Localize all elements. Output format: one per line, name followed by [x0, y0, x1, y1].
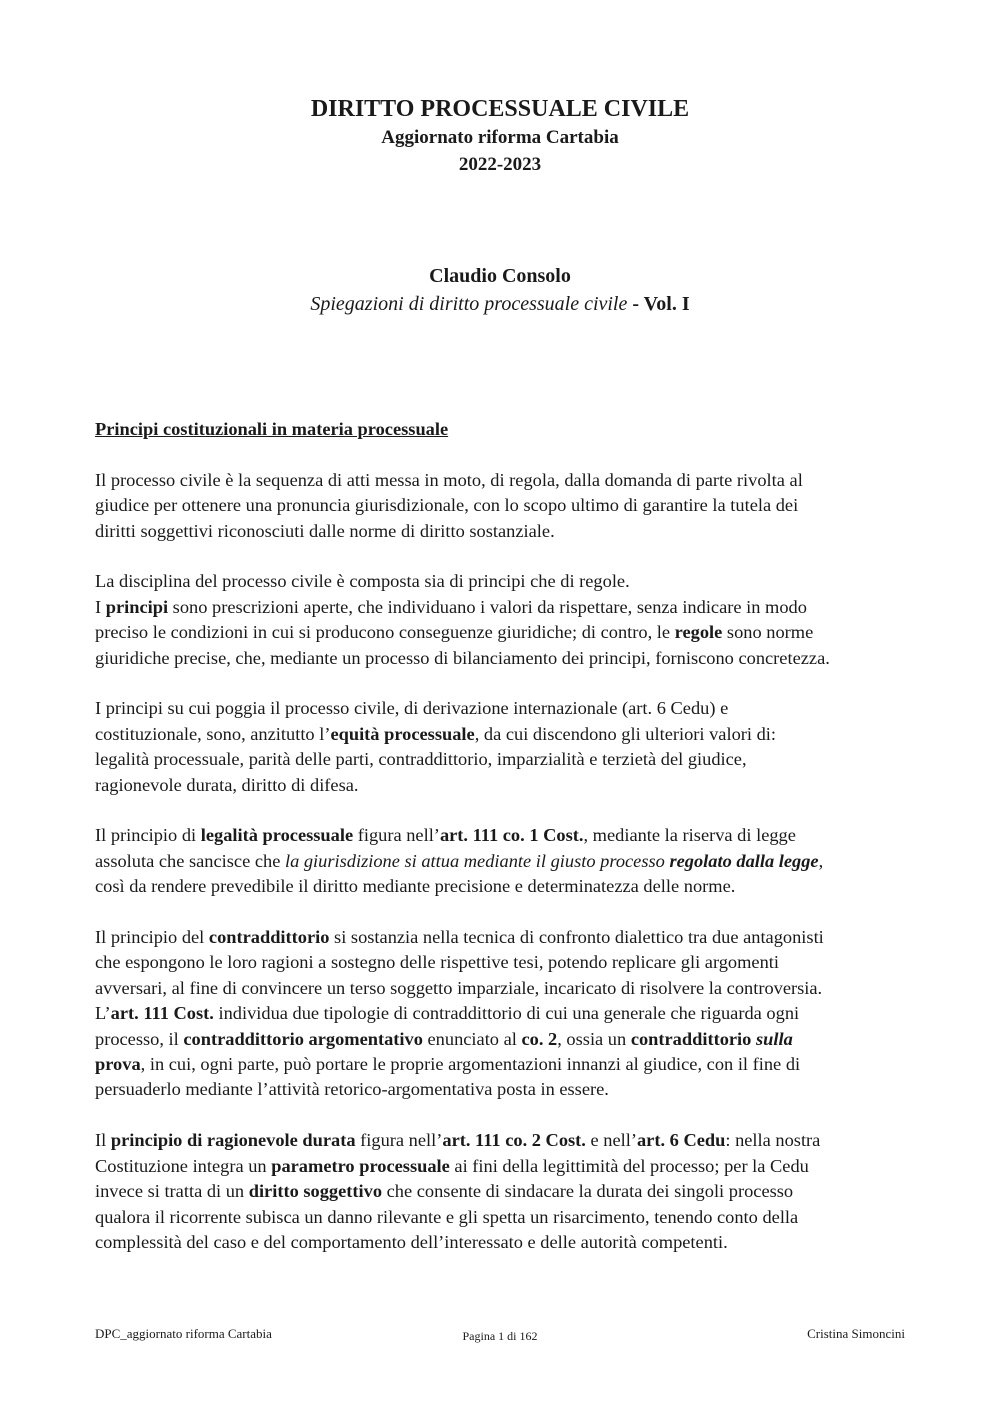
- text-run: enunciato al: [422, 1028, 522, 1049]
- emphasized-text: prova: [95, 1054, 141, 1075]
- paragraph-line: [95, 696, 915, 721]
- text-run: , ossia un: [557, 1028, 631, 1049]
- paragraph-line: [95, 1052, 915, 1077]
- body-paragraph: [95, 1128, 915, 1255]
- paragraph-line: [95, 1027, 915, 1052]
- emphasized-text: principio di ragionevole durata: [110, 1130, 356, 1151]
- text-run: ragionevole durata, diritto di difesa.: [95, 774, 359, 795]
- emphasized-text: equità processuale: [330, 723, 475, 744]
- text-run: sono prescrizioni aperte, che individuano i valori da rispettare, senza indicare in modo: [168, 596, 807, 617]
- paragraph-line: [95, 1128, 915, 1153]
- paragraph-line: [95, 1205, 915, 1230]
- emphasized-text: parametro processuale: [271, 1155, 450, 1176]
- emphasized-text: contraddittorio argomentativo: [183, 1028, 423, 1049]
- text-run: giuridiche precise, che, mediante un processo di bilanciamento dei principi, forniscono concretezza.: [95, 647, 830, 668]
- emphasized-text: contraddittorio: [630, 1028, 752, 1049]
- text-run: : nella nostra: [725, 1130, 821, 1151]
- text-run: che consente di sindacare la durata dei singoli processo: [382, 1181, 794, 1202]
- book-title: Spiegazioni di diritto processuale civile: [310, 293, 628, 315]
- book-reference: [0, 290, 1000, 318]
- emphasized-text: legalità processuale: [200, 825, 354, 846]
- text-run: costituzionale, sono, anzitutto l’: [95, 723, 331, 744]
- text-run: , in cui, ogni parte, può portare le proprie argomentazioni innanzi al giudice, con il fine di: [140, 1054, 801, 1075]
- text-run: Il processo civile è la sequenza di atti messa in moto, di regola, dalla domanda di parte rivolta al: [95, 469, 803, 490]
- paragraph-line: [95, 925, 915, 950]
- emphasized-text: co. 2: [521, 1028, 558, 1049]
- text-run: sono norme: [722, 622, 814, 643]
- body-paragraph: [95, 468, 915, 544]
- section-heading: Principi costituzionali in materia processuale: [95, 419, 449, 439]
- body-paragraph: [95, 823, 915, 899]
- text-run: , mediante la riserva di legge: [583, 825, 796, 846]
- text-run: preciso le condizioni in cui si producono conseguenze giuridiche; di contro, le: [95, 622, 675, 643]
- text-run: , da cui discendono gli ulteriori valori di:: [474, 723, 777, 744]
- text-run: Il: [95, 1130, 111, 1151]
- paragraph-line: [95, 823, 915, 848]
- paragraph-line: [95, 1001, 915, 1026]
- text-run: persuaderlo mediante l’attività retorico-argomentativa posta in essere.: [95, 1079, 609, 1100]
- paragraph-line: [95, 595, 915, 620]
- text-run: ,: [818, 850, 824, 871]
- text-run: Il principio del: [95, 927, 209, 948]
- document-subtitle: Aggiornato riforma Cartabia: [381, 127, 619, 148]
- emphasized-text: art. 111 co. 2 Cost.: [442, 1130, 586, 1151]
- paragraph-line: [95, 569, 915, 594]
- emphasized-text: art. 6 Cedu: [636, 1130, 726, 1151]
- text-run: diritti soggettivi riconosciuti dalle norme di diritto sostanziale.: [95, 520, 555, 541]
- paragraph-line: [95, 773, 915, 798]
- title-block: [0, 94, 1000, 178]
- paragraph-line: [95, 646, 915, 671]
- text-run: I: [95, 596, 106, 617]
- text-run: figura nell’: [355, 1130, 443, 1151]
- paragraph-line: [95, 849, 915, 874]
- paragraph-line: [95, 976, 915, 1001]
- paragraph-line: [95, 620, 915, 645]
- emphasized-text: regole: [674, 622, 723, 643]
- text-run: si sostanzia nella tecnica di confronto dialettico tra due antagonisti: [329, 927, 824, 948]
- text-run: assoluta che sancisce che: [95, 850, 285, 871]
- emphasized-text: contraddittorio: [208, 927, 330, 948]
- emphasized-text: art. 111 Cost.: [110, 1003, 214, 1024]
- author-block: [0, 262, 1000, 318]
- text-run: che espongono le loro ragioni a sostegno delle rispettive tesi, potendo replicare gli argomenti: [95, 952, 780, 973]
- paragraph-line: [95, 950, 915, 975]
- book-volume: - Vol. I: [632, 293, 690, 315]
- text-run: figura nell’: [353, 825, 440, 846]
- text-run: complessità del caso e del comportamento dell’interessato e delle autorità competenti.: [95, 1231, 728, 1252]
- text-run: così da rendere prevedibile il diritto mediante precisione e determinatezza delle norme.: [95, 876, 736, 897]
- body-paragraph: [95, 569, 915, 671]
- author-name: Claudio Consolo: [429, 265, 571, 287]
- text-run: Il principio di: [95, 825, 201, 846]
- paragraph-line: [95, 468, 915, 493]
- emphasized-text: sulla: [755, 1028, 793, 1049]
- text-run: giudice per ottenere una pronuncia giurisdizionale, con lo scopo ultimo di garantire la tutela dei: [95, 495, 799, 516]
- paragraph-line: [95, 1077, 915, 1102]
- text-run: e nell’: [585, 1130, 637, 1151]
- text-run: qualora il ricorrente subisca un danno rilevante e gli spetta un risarcimento, tenendo conto della: [95, 1206, 799, 1227]
- emphasized-text: la giurisdizione si attua mediante il giusto processo: [284, 850, 670, 871]
- paragraph-line: [95, 1154, 915, 1179]
- emphasized-text: principi: [105, 596, 169, 617]
- document-title: DIRITTO PROCESSUALE CIVILE: [310, 96, 690, 122]
- footer-page-number: Pagina 1 di 162: [462, 1329, 538, 1343]
- text-run: avversari, al fine di convincere un terso soggetto imparziale, incaricato di risolvere la controversia.: [95, 977, 823, 998]
- paragraph-line: [95, 874, 915, 899]
- text-run: La disciplina del processo civile è composta sia di principi che di regole.: [95, 571, 630, 592]
- paragraph-line: [95, 1230, 915, 1255]
- paragraph-line: [95, 722, 915, 747]
- text-run: ai fini della legittimità del processo; per la Cedu: [449, 1155, 809, 1176]
- emphasized-text: diritto soggettivo: [248, 1181, 383, 1202]
- body-paragraph: [95, 696, 915, 798]
- emphasized-text: regolato dalla legge: [669, 850, 819, 871]
- paragraph-line: [95, 493, 915, 518]
- main-content: [95, 417, 915, 1281]
- paragraph-line: [95, 747, 915, 772]
- paragraph-line: [95, 1179, 915, 1204]
- text-run: processo, il: [95, 1028, 184, 1049]
- text-run: invece si tratta di un: [95, 1181, 249, 1202]
- footer-document-name: DPC_aggiornato riforma Cartabia: [95, 1326, 272, 1341]
- text-run: L’: [95, 1003, 111, 1024]
- paragraph-line: [95, 519, 915, 544]
- paragraphs: [95, 468, 915, 1256]
- body-paragraph: [95, 925, 915, 1103]
- text-run: Costituzione integra un: [95, 1155, 272, 1176]
- footer-author: Cristina Simoncini: [807, 1326, 905, 1341]
- text-run: individua due tipologie di contraddittorio di cui una generale che riguarda ogni: [213, 1003, 800, 1024]
- emphasized-text: art. 111 co. 1 Cost.: [439, 825, 584, 846]
- text-run: I principi su cui poggia il processo civile, di derivazione internazionale (art. 6 Cedu) e: [95, 698, 729, 719]
- academic-years: 2022-2023: [458, 154, 542, 175]
- text-run: legalità processuale, parità delle parti, contraddittorio, imparzialità e terzietà del giudice,: [95, 749, 747, 770]
